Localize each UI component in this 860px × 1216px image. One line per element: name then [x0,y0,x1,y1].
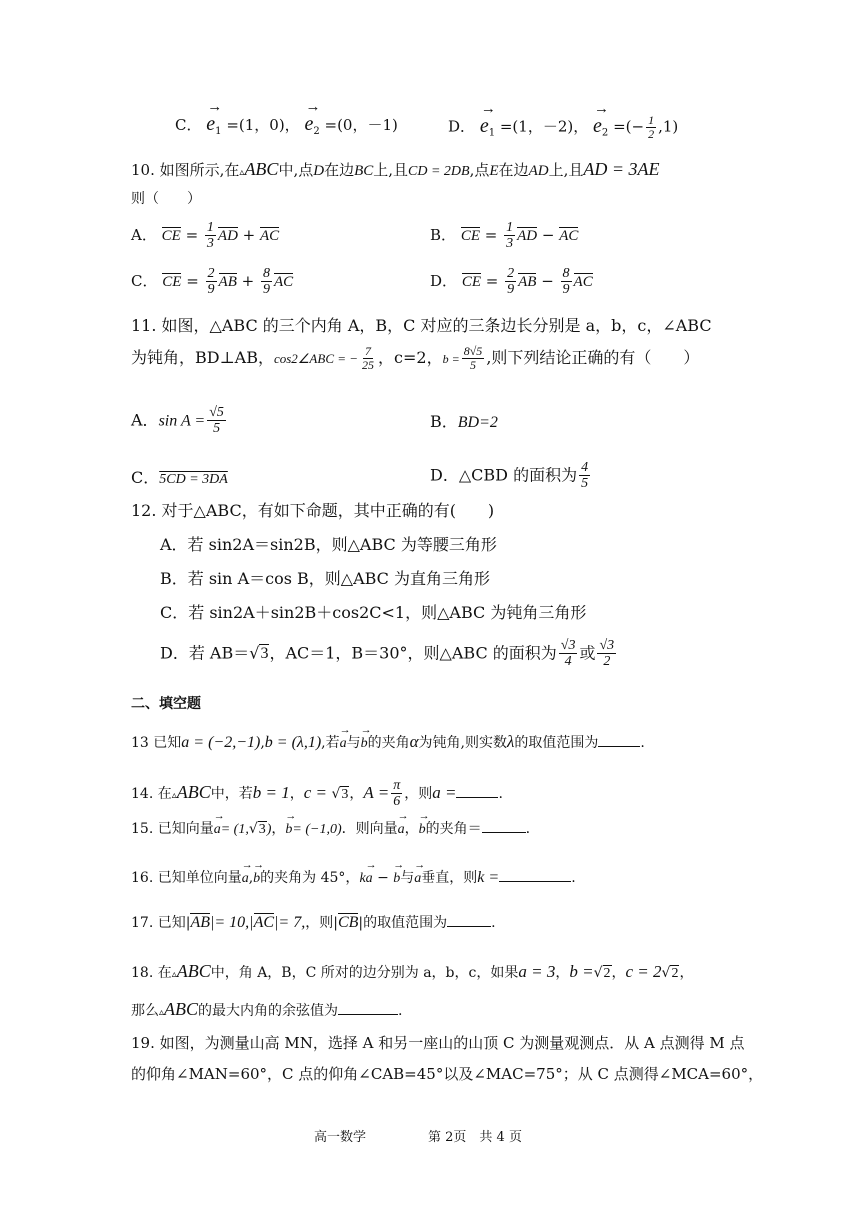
triangle-icon: ▵ [171,969,177,980]
q9-c-e2: =(0，－1) [324,116,398,134]
q9-c-e1: =(1，0)， [226,116,300,134]
triangle-icon: ▵ [159,1007,165,1018]
den: 2 [603,654,611,670]
text: A = [363,782,390,802]
fraction [597,638,616,670]
text: ， [349,785,364,802]
text: 18. 在 [131,965,172,981]
fraction [261,266,272,298]
q17 [131,915,496,931]
text: a = (−2,−1) [181,734,261,751]
vec: AB [518,273,537,290]
den: 9 [262,282,270,298]
vec-b: → b [393,872,400,886]
text: 13 已知 [131,735,182,751]
num: 4 [581,460,589,475]
text: ， [555,965,570,981]
fraction [462,345,485,372]
text: b = [442,352,460,367]
q13 [131,733,645,751]
q12-option-a: A．若 sin2A＝sin2B，则△ABC 为等腰三角形 [160,535,497,554]
text: BC [354,163,374,179]
text: ，则 [404,785,433,802]
vec: CE [460,227,480,244]
footer-page: 第 2页 共 4 页 [428,1130,522,1145]
fraction [504,220,515,252]
den: 5 [581,476,589,492]
text: = (1, [220,822,249,837]
q10-option-c: C． CE = $\frac{2}{9}$ AB + $\frac{8}{9}$ AC [131,266,294,298]
label: C． [131,468,160,487]
text: ， [611,965,626,981]
q11-option-a [131,405,228,437]
text: λ [507,732,515,751]
num: 1 [206,220,214,235]
vec-b: → b [253,872,260,886]
sqrt-icon: √ [331,785,341,802]
vec: AC [253,914,275,931]
num: 1 [648,113,655,127]
text: 的取值范围为 [514,735,599,751]
den: 9 [507,282,515,298]
vec: AC [260,227,280,244]
label: C． [131,271,158,290]
text: E [489,163,499,179]
text: ABC [244,159,279,179]
label: B． [430,412,458,431]
text: ,点 [469,161,490,179]
text: 的夹角为 45°， [260,870,360,886]
radicand: 3 [341,786,349,802]
text: BD=2 [457,414,498,431]
text: 中,点 [278,161,314,179]
vec-a: → a [242,872,249,886]
text: AD = 3AE [583,159,660,179]
text: |= 10,| [209,914,254,931]
fraction [360,345,376,372]
text: ，c=2， [378,348,443,368]
text: a = [432,782,457,802]
sqrt-icon: √ [661,965,671,981]
sub-1: 1 [488,127,496,139]
text: b = (λ,1) [264,734,322,751]
q19-line1: 19. 如图，为测量山高 MN，选择 A 和另一座山的山顶 C 为测量观测点．从 A 点测得 M 点 [131,1034,745,1052]
text: b = [569,962,594,981]
vec: CE [162,273,182,290]
text: 17. 已知| [131,915,191,931]
vec: AD [517,227,538,244]
vec: CE [161,227,181,244]
den: 25 [362,358,375,373]
text: |的取值范围为 [358,915,448,931]
text: = (−1,0) [292,822,342,837]
answer-blank[interactable] [482,832,526,833]
label: A． [131,410,159,430]
q10-line1 [131,160,659,179]
den: 9 [207,282,215,298]
text: 5CD = 3DA [159,472,228,487]
text: ABC [176,961,211,981]
answer-blank[interactable] [338,1014,398,1015]
triangle-icon: ▵ [239,167,245,178]
q9-options [175,114,398,137]
sqrt [603,967,612,981]
q12-option-b: B．若 sin A＝cos B，则△ABC 为直角三角形 [160,569,491,588]
k: k [359,871,366,886]
q11-line1: 11. 如图，△ABC 的三个内角 A，B，C 对应的三条边长分别是 a，b，c，∠ABC [131,316,712,335]
text: △CBD 的面积为 [458,465,578,485]
text: , [260,735,265,751]
num: 7 [365,344,372,358]
sqrt [259,646,269,662]
q16: 16. 已知单位向量→ a,→ b的夹角为 45°，k→ a − → b与→ a垂直，则k = . [131,870,576,886]
text: 在边 [324,161,355,179]
fraction [207,405,226,437]
vec: CE [461,273,481,290]
num: 2 [207,266,215,281]
q9-c-label: C． [175,116,202,134]
text: 上,且 [548,161,584,179]
label: D． [430,465,459,485]
q9-d-e2-post: ,1) [658,117,679,136]
num: 1 [506,220,514,235]
den: 9 [562,282,570,298]
sqrt-icon: √ [248,821,258,837]
text: . [640,735,645,751]
vec-b: → b [285,823,292,837]
text: 上,且 [373,161,409,179]
text: . [525,821,531,837]
q9-d-e2-pre: =(− [613,117,645,136]
text: . [571,870,576,886]
text: 的夹角 [367,735,410,751]
sub-2: 2 [313,126,320,137]
q10-option-a: A． CE = $\frac{1}{3}$ AD + AC [131,220,280,252]
text: . [491,915,496,931]
sqrt-icon: √ [249,643,260,663]
fraction [579,460,590,492]
vec: AC [273,273,294,290]
footer-subject: 高一数学 [314,1130,367,1145]
text: c = 2 [625,962,662,981]
q10-line2: 则（ ） [131,191,201,207]
q14 [131,778,503,810]
text: b = 1 [252,782,290,802]
q10-option-d: D． CE = $\frac{2}{9}$ AB − $\frac{8}{9}$ AC [430,266,593,298]
text: α [409,732,419,751]
fraction [646,114,656,141]
text: |= 7, [274,914,306,931]
den: 5 [470,358,477,373]
section-title: 二、填空题 [131,696,201,712]
text: 或 [579,643,596,663]
text: sin A = [158,412,206,430]
text: k = [477,869,500,886]
text: ABC [164,999,199,1019]
q12-option-d [160,638,618,670]
text: 垂直，则 [421,870,478,886]
text: AD [528,163,549,179]
num: 8 [262,266,270,281]
fraction [205,220,216,252]
vec-a: → a [340,737,347,751]
vec-a: → a [366,872,373,886]
vec: AD [217,227,238,244]
fraction [206,266,217,298]
answer-blank[interactable] [499,881,571,882]
text: 中，角 A，B，C 所对的边分别为 a，b，c，如果 [210,965,519,981]
text: ，AC＝1，B＝30°，则△ABC 的面积为 [269,643,557,663]
answer-blank[interactable] [598,746,640,747]
text: ) [266,822,272,837]
fraction [559,638,578,670]
fraction [391,778,402,810]
answer-blank[interactable] [447,926,491,927]
q11-line2 [131,345,699,372]
q10-option-b: B． CE = $\frac{1}{3}$ AD − AC [430,220,579,252]
den: 3 [506,236,514,252]
triangle-icon: ▵ [171,789,177,801]
vec: CB [337,914,359,931]
text: ，则| [305,915,338,931]
text: ， [404,821,419,837]
radicand: 3 [258,822,266,837]
q11-option-b [430,414,498,431]
vector-e2: → e [304,114,313,134]
label: D． [430,271,458,290]
q12-stem: 12. 对于△ABC，有如下命题，其中正确的有( ) [131,501,495,520]
text: c = [303,782,328,802]
text: 14. 在 [131,785,172,802]
text: ABC [176,781,211,802]
num: √5 [209,405,224,420]
vec: AB [190,914,210,931]
text: 16. 已知单位向量 [131,870,242,886]
label: B． [430,225,457,244]
q15 [131,822,530,837]
radicand: 2 [603,966,611,981]
text: 与 [400,870,415,886]
q9-d-label: D． [448,117,476,136]
text: a = 3 [518,962,556,981]
text: . [398,1003,403,1019]
sub-1: 1 [215,126,222,137]
vector-e1: → e [480,116,489,136]
q11-option-d [430,460,592,492]
text: ， [271,821,286,837]
text: ， [289,785,304,802]
den: 2 [648,127,655,142]
text: 的夹角＝ [425,821,482,837]
vec-b: → b [419,823,426,837]
label: A． [131,225,157,244]
q11-option-c [131,470,228,487]
text: ,若 [321,735,340,751]
q9-option-d [448,114,678,141]
vec: AC [559,227,579,244]
den: 3 [206,236,214,252]
text: . [498,785,503,802]
q18-line1: 18. 在▵ABC中，角 A，B，C 所对的边分别为 a，b，c，如果a = 3，b =√2，c = 2√2， [131,961,694,981]
q9-d-e1: =(1，－2)， [499,117,589,136]
vector-e1: → e [206,114,215,134]
sub-2: 2 [601,127,609,139]
den: 5 [213,421,221,437]
den: 4 [564,654,572,670]
text: 中，若 [210,785,253,802]
radicand: 2 [671,966,679,981]
text: 15. 已知向量 [131,821,214,837]
text: ,则下列结论正确的有（ ） [486,348,700,368]
vec-a: → a [214,823,221,837]
vec-a: → a [398,823,405,837]
den: 6 [393,794,401,810]
text: CD = 2DB [408,164,470,179]
text: ．则向量 [341,821,398,837]
num: 2 [507,266,515,281]
answer-blank[interactable] [456,797,498,798]
text: 那么 [131,1003,159,1019]
num: √3 [560,638,576,653]
text: cos2∠ABC = − [273,351,359,367]
num: 8√5 [463,344,483,358]
vector-e2: → e [593,116,602,136]
q18-line2 [131,1000,402,1018]
text: D．若 AB＝ [160,643,250,663]
sqrt [258,823,267,837]
vec-b: → b [361,737,368,751]
vec-a: → a [414,872,421,886]
vec: AC [573,273,593,290]
text: 与 [346,735,361,751]
sqrt-icon: √ [593,965,603,981]
text: 10. 如图所示,在 [131,161,240,179]
text: 为钝角，BD⊥AB， [131,348,274,368]
radicand: 3 [260,645,269,663]
num: π [393,778,401,793]
sqrt [670,967,679,981]
num: 8 [562,266,570,281]
text: 为钝角,则实数 [418,735,507,751]
q12-option-c: C．若 sin2A＋sin2B＋cos2C<1，则△ABC 为钝角三角形 [160,603,587,622]
fraction [561,266,572,298]
vec: AB [218,273,237,290]
q19-line2: 的仰角∠MAN=60°，C 点的仰角∠CAB=45°以及∠MAC=75°；从 C 点测得∠MCA=60°， [131,1065,764,1083]
text: 在边 [498,161,529,179]
text: 的最大内角的余弦值为 [198,1003,339,1019]
fraction [505,266,516,298]
num: √3 [599,638,615,653]
text: D [313,163,325,179]
